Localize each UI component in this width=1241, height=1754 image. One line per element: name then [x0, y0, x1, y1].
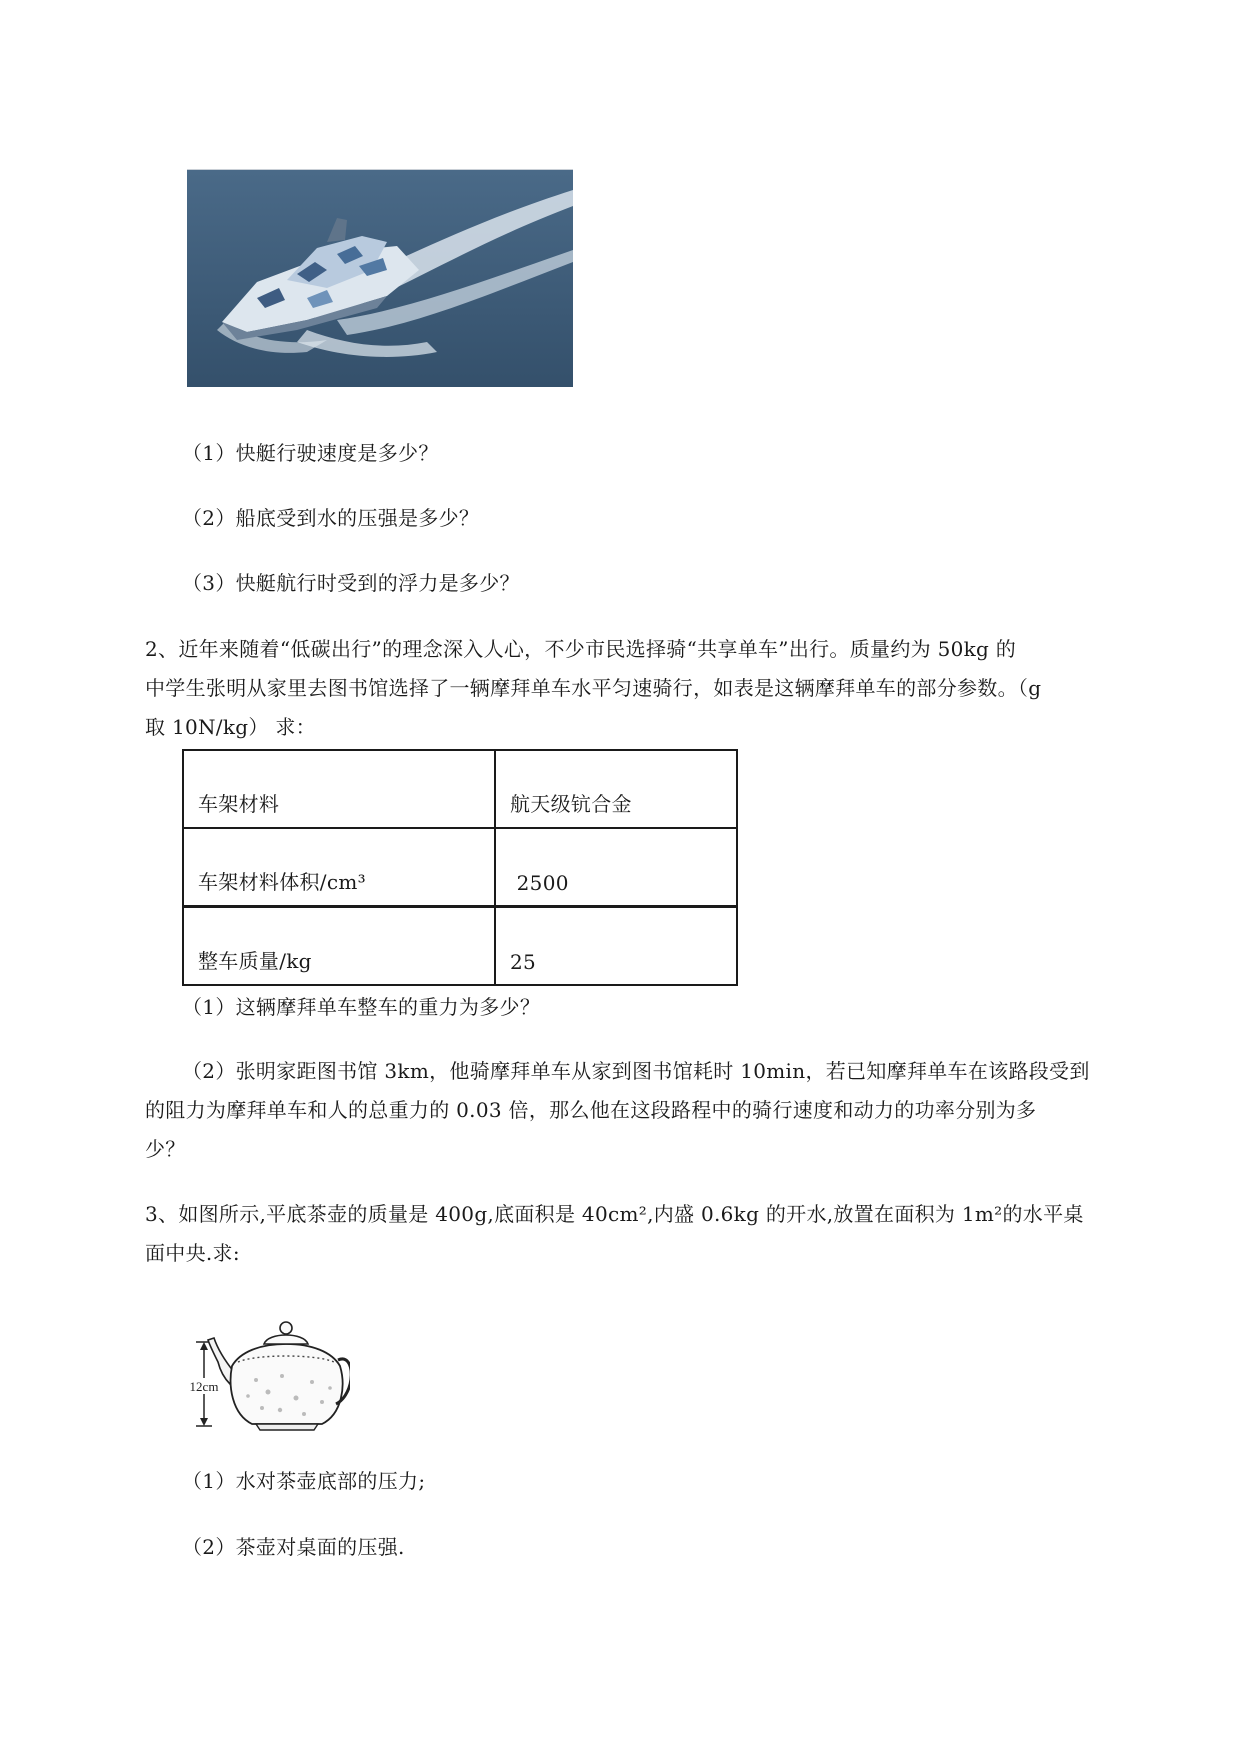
table-cell-label: 车架材料	[183, 750, 495, 828]
table-cell-value: 航天级钪合金	[495, 750, 737, 828]
q1-sub-question-1: （1）快艇行驶速度是多少？	[182, 441, 439, 465]
table-cell-value: 2500	[495, 828, 737, 907]
q3-sub-question-1: （1）水对茶壶底部的压力;	[182, 1469, 426, 1493]
teapot-height-label: 12cm	[189, 1379, 219, 1394]
q2-sub-question-2-line-1: （2）张明家距图书馆 3km，他骑摩拜单车从家到图书馆耗时 10min，若已知摩拜单车在该路段受到	[182, 1059, 1090, 1083]
q2-sub-question-2-line-2: 的阻力为摩拜单车和人的总重力的 0.03 倍，那么他在这段路程中的骑行速度和动力的功率分别为多	[145, 1098, 1037, 1122]
table-row	[183, 828, 737, 907]
table-cell-label: 整车质量/kg	[183, 907, 495, 986]
q3-stem-line-2: 面中央.求:	[145, 1241, 240, 1265]
q2-sub-question-1: （1）这辆摩拜单车整车的重力为多少？	[182, 995, 541, 1019]
speedboat-photo	[187, 169, 573, 387]
table-row	[183, 907, 737, 986]
teapot-figure	[172, 1310, 350, 1436]
q3-stem-line-1: 3、如图所示,平底茶壶的质量是 400g,底面积是 40cm²,内盛 0.6kg 的开水,放置在面积为 1m²的水平桌	[145, 1202, 1084, 1226]
q2-stem-line-2: 中学生张明从家里去图书馆选择了一辆摩拜单车水平匀速骑行，如表是这辆摩拜单车的部分参数。（g	[145, 676, 1042, 700]
q1-sub-question-2: （2）船底受到水的压强是多少？	[182, 506, 480, 530]
bike-parameter-table	[182, 749, 738, 986]
q2-sub-question-2-line-3: 少？	[145, 1137, 186, 1161]
q1-sub-question-3: （3）快艇航行时受到的浮力是多少？	[182, 571, 520, 595]
q3-sub-question-2: （2）茶壶对桌面的压强.	[182, 1535, 405, 1559]
q2-stem-line-1: 2、近年来随着“低碳出行”的理念深入人心，不少市民选择骑“共享单车”出行。质量约为 50kg 的	[145, 637, 1017, 661]
q2-stem-line-3: 取 10N/kg） 求：	[145, 715, 316, 739]
table-cell-label: 车架材料体积/cm³	[183, 828, 495, 907]
table-row	[183, 750, 737, 828]
table-cell-value: 25	[495, 907, 737, 986]
